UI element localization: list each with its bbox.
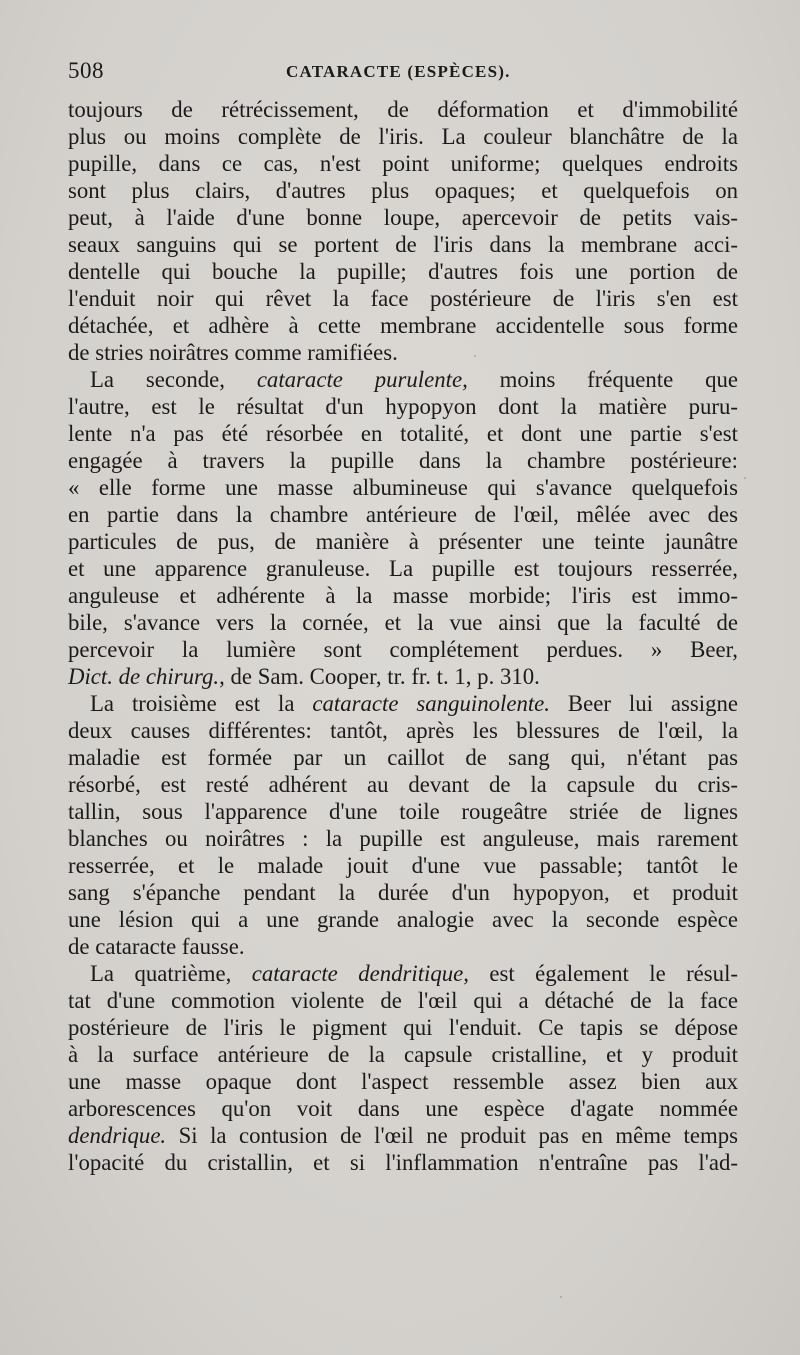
text-line: de cataracte fausse. bbox=[68, 934, 245, 959]
text-line bbox=[68, 960, 738, 987]
text-line: l'autre, est le résultat d'un hypopyon dont la matière puru- bbox=[68, 394, 738, 419]
text-segment: La troisième est la bbox=[90, 691, 313, 716]
text-line: resserrée, et le malade jouit d'une vue passable; tantôt le bbox=[68, 853, 738, 878]
text-line: et une apparence granuleuse. La pupille est toujours resserrée, bbox=[68, 556, 738, 581]
text-line: particules de pus, de manière à présenter une teinte jaunâtre bbox=[68, 529, 738, 554]
text-line: maladie est formée par un caillot de sang qui, n'étant pas bbox=[68, 745, 738, 770]
text-line: tat d'une commotion violente de l'œil qui a détaché de la face bbox=[68, 988, 738, 1013]
text-segment: est également le résul- bbox=[469, 961, 738, 986]
text-line: pupille, dans ce cas, n'est point uniforme; quelques endroits bbox=[68, 151, 738, 176]
text-line: blanches ou noirâtres : la pupille est anguleuse, mais rarement bbox=[68, 826, 738, 851]
text-segment: La quatrième, bbox=[90, 961, 252, 986]
text-line: à la surface antérieure de la capsule cristalline, et y produit bbox=[68, 1042, 738, 1067]
running-head: CATARACTE (ESPÈCES). bbox=[286, 62, 511, 81]
paper-speck bbox=[560, 1296, 562, 1298]
text-segment: La seconde, bbox=[90, 367, 257, 392]
text-line bbox=[68, 366, 738, 393]
page-number: 508 bbox=[68, 58, 104, 83]
page-header bbox=[68, 58, 738, 94]
text-segment: moins fréquente que bbox=[467, 367, 738, 392]
text-line: une lésion qui a une grande analogie avec la seconde espèce bbox=[68, 907, 738, 932]
text-line: engagée à travers la pupille dans la chambre postérieure: bbox=[68, 448, 738, 473]
text-segment: , de Sam. Cooper, tr. fr. t. 1, p. 310. bbox=[219, 664, 540, 689]
italic-term: cataracte dendritique, bbox=[251, 961, 470, 986]
text-line: percevoir la lumière sont complétement perdues. » Beer, bbox=[68, 637, 738, 662]
text-line: peut, à l'aide d'une bonne loupe, apercevoir de petits vais- bbox=[68, 205, 738, 230]
text-line: de stries noirâtres comme ramifiées. bbox=[68, 340, 398, 365]
text-line: lente n'a pas été résorbée en totalité, et dont une partie s'est bbox=[68, 421, 738, 446]
italic-term: Dict. de chirurg. bbox=[68, 664, 220, 689]
text-line: plus ou moins complète de l'iris. La couleur blanchâtre de la bbox=[68, 124, 738, 149]
text-line: deux causes différentes: tantôt, après les blessures de l'œil, la bbox=[68, 718, 738, 743]
italic-term: cataracte sanguinolente. bbox=[312, 691, 550, 716]
text-line: postérieure de l'iris le pigment qui l'enduit. Ce tapis se dépose bbox=[68, 1015, 738, 1040]
text-line: seaux sanguins qui se portent de l'iris dans la membrane acci- bbox=[68, 232, 738, 257]
text-line: une masse opaque dont l'aspect ressemble assez bien aux bbox=[68, 1069, 738, 1094]
body-text bbox=[68, 96, 738, 1176]
italic-term: dendrique. bbox=[68, 1123, 167, 1148]
text-segment: Si la contusion de l'œil ne produit pas en même temps bbox=[166, 1123, 738, 1148]
text-line: bile, s'avance vers la cornée, et la vue ainsi que la faculté de bbox=[68, 610, 738, 635]
text-line: tallin, sous l'apparence d'une toile rougeâtre striée de lignes bbox=[68, 799, 738, 824]
paper-speck bbox=[474, 355, 476, 357]
text-line: l'enduit noir qui rêvet la face postérieure de l'iris s'en est bbox=[68, 286, 738, 311]
text-segment: Beer lui assigne bbox=[550, 691, 738, 716]
text-line: dentelle qui bouche la pupille; d'autres fois une portion de bbox=[68, 259, 738, 284]
text-line: détachée, et adhère à cette membrane accidentelle sous forme bbox=[68, 313, 738, 338]
text-line: l'opacité du cristallin, et si l'inflammation n'entraîne pas l'ad- bbox=[68, 1150, 738, 1175]
text-line bbox=[68, 1122, 738, 1149]
text-line: sang s'épanche pendant la durée d'un hypopyon, et produit bbox=[68, 880, 738, 905]
text-line: en partie dans la chambre antérieure de l'œil, mêlée avec des bbox=[68, 502, 738, 527]
text-line: résorbé, est resté adhérent au devant de la capsule du cris- bbox=[68, 772, 738, 797]
text-line bbox=[68, 663, 738, 690]
text-line: toujours de rétrécissement, de déformation et d'immobilité bbox=[68, 97, 738, 122]
text-line: « elle forme une masse albumineuse qui s'avance quelquefois bbox=[68, 475, 738, 500]
text-line bbox=[68, 690, 738, 717]
italic-term: cataracte purulente, bbox=[256, 367, 468, 392]
text-line: arborescences qu'on voit dans une espèce d'agate nommée bbox=[68, 1096, 738, 1121]
text-line: anguleuse et adhérente à la masse morbide; l'iris est immo- bbox=[68, 583, 738, 608]
text-line: sont plus clairs, d'autres plus opaques; et quelquefois on bbox=[68, 178, 738, 203]
paper-speck bbox=[744, 477, 746, 479]
